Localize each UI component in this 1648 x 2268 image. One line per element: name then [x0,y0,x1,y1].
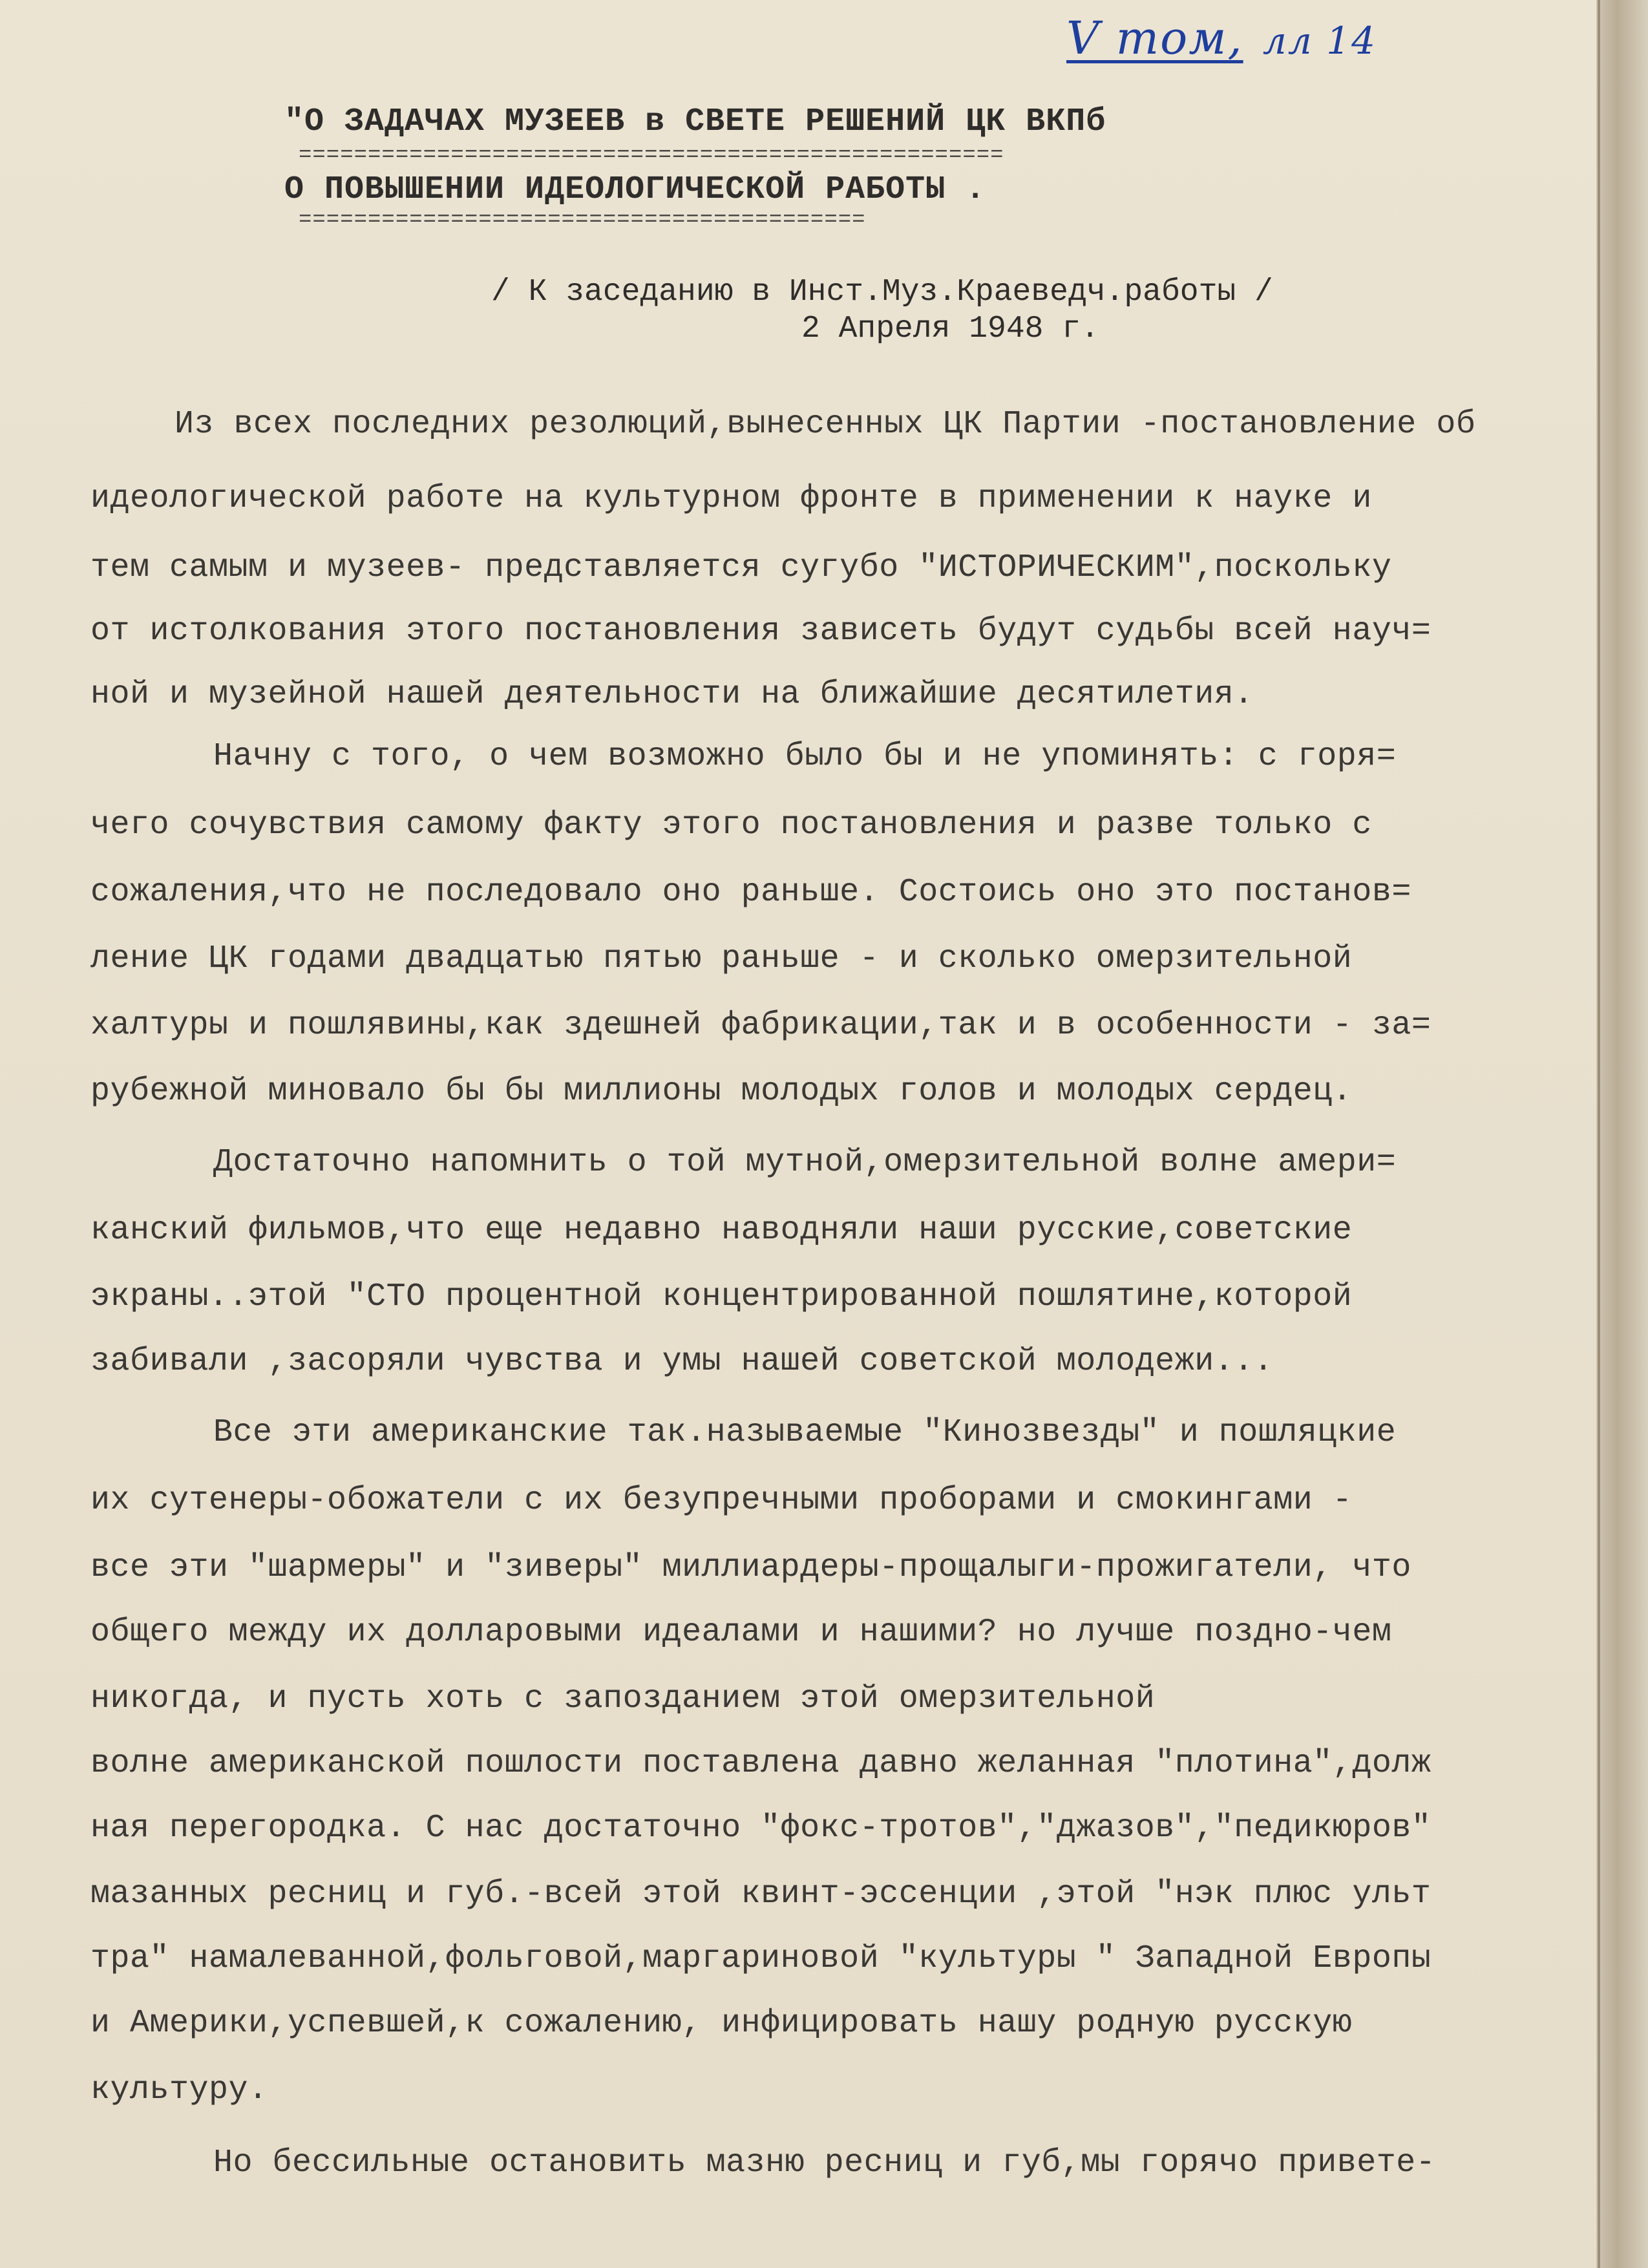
body-line: Начну с того, о чем возможно было бы и не упоминять: с горя= [213,738,1397,775]
body-line: от истолкования этого постановления зависеть будут судьбы всей науч= [90,613,1431,650]
body-line: ление ЦК годами двадцатью пятью раньше - и сколько омерзительной [90,940,1353,977]
body-line: ной и музейной нашей деятельности на ближайшие десятилетия. [90,676,1254,713]
body-line: общего между их долларовыми идеалами и нашими? но лучше поздно-чем [90,1614,1392,1651]
body-line: рубежной миновало бы бы миллионы молодых голов и молодых сердец. [90,1073,1353,1110]
body-line: Достаточно напомнить о той мутной,омерзительной волне амери= [213,1144,1397,1181]
body-line: волне американской пошлости поставлена давно желанная "плотина",долж [90,1745,1431,1782]
body-line: их сутенеры-обожатели с их безупречными проборами и смокингами - [90,1482,1353,1519]
handwritten-annotation [1066,12,1377,65]
body-line: канский фильмов,что еще недавно наводняли наши русские,советские [90,1212,1353,1249]
meeting-note: / К заседанию в Инст.Муз.Краеведч.работы / [491,275,1273,310]
title-line-1: "О ЗАДАЧАХ МУЗЕЕВ в СВЕТЕ РЕШЕНИЙ ЦК ВКПб [284,103,1106,140]
body-line: идеологической работе на культурном фронте в применении к науке и [90,480,1372,517]
title-underline-1: =================================================== [299,143,1004,168]
title-line-2: О ПОВЫШЕНИИ ИДЕОЛОГИЧЕСКОЙ РАБОТЫ . [284,171,986,208]
document-date: 2 Апреля 1948 г. [801,312,1099,346]
folio-note: лл 14 [1262,19,1377,63]
body-line: тра" намалеванной,фольговой,маргариновой "культуры " Западной Европы [90,1940,1431,1977]
body-line: ная перегородка. С нас достаточно "фокс-тротов","джазов","педикюров" [90,1810,1431,1847]
body-line: никогда, и пусть хоть с запозданием этой омерзительной [90,1680,1156,1717]
body-line: сожаления,что не последовало оно раньше. Состоись оно это постанов= [90,874,1411,911]
page-edge-line [1598,0,1600,2268]
body-line: забивали ,засоряли чувства и умы нашей советской молодежи... [90,1343,1274,1380]
body-line: все эти "шармеры" и "зиверы" миллиардеры-прощалыги-прожигатели, что [90,1549,1411,1586]
body-line: халтуры и пошлявины,как здешней фабрикации,так и в особенности - за= [90,1007,1431,1044]
page-edge [1596,0,1648,2268]
body-line: культуру. [90,2072,268,2108]
body-line: тем самым и музеев- представляется сугубо "ИСТОРИЧЕСКИМ",поскольку [90,549,1392,586]
body-line: мазанных ресниц и губ.-всей этой квинт-эссенции ,этой "нэк плюс ульт [90,1876,1431,1913]
body-line: и Америки,успевшей,к сожалению, инфицировать нашу родную русскую [90,2005,1353,2042]
volume-note: V том, [1066,12,1243,65]
body-line: экраны..этой "СТО процентной концентрированной пошлятине,которой [90,1278,1353,1315]
body-line: чего сочувствия самому факту этого постановления и разве только с [90,807,1372,843]
body-line: Из всех последних резолюций,вынесенных ЦК Партии -постановление об [174,406,1476,443]
body-line: Но бессильные остановить мазню ресниц и губ,мы горячо привете- [213,2145,1436,2181]
title-underline-2: ========================================= [299,208,866,233]
body-line: Все эти американские так.называемые "Кинозвезды" и пошляцкие [213,1414,1397,1451]
